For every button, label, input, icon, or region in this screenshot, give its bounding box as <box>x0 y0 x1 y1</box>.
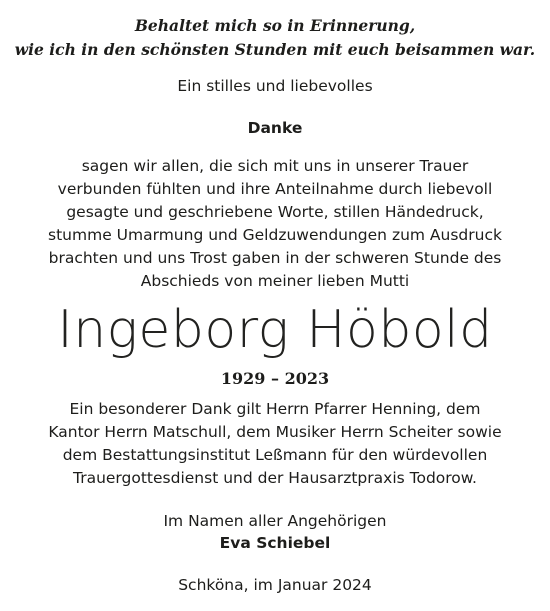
motto-line: Behaltet mich so in Erinnerung, <box>134 16 416 35</box>
motto-line: wie ich in den schönsten Stunden mit euch beisammen war. <box>14 40 536 59</box>
thanks-body-line: brachten und uns Trost gaben in der schweren Stunde des <box>48 249 502 267</box>
special-thanks <box>20 398 530 490</box>
on-behalf-text: Im Namen aller Angehörigen <box>163 512 387 530</box>
motto-quote <box>0 14 550 62</box>
thanks-body-line: sagen wir allen, die sich mit uns in unserer Trauer <box>81 157 469 175</box>
special-thanks-line: Trauergottesdienst und der Hausarztpraxis Todorow. <box>73 469 477 487</box>
thanks-heading: Danke <box>247 119 303 137</box>
special-thanks-line: Ein besonderer Dank gilt Herrn Pfarrer Henning, dem <box>69 400 481 418</box>
signer-name: Eva Schiebel <box>219 534 331 552</box>
special-thanks-line: dem Bestattungsinstitut Leßmann für den würdevollen <box>62 446 488 464</box>
place-date: Schköna, im Januar 2024 <box>178 576 372 594</box>
intro-text: Ein stilles und liebevolles <box>177 77 373 95</box>
thanks-body-line: stumme Umarmung und Geldzuwendungen zum Ausdruck <box>48 226 502 244</box>
life-years: 1929 – 2023 <box>220 369 330 388</box>
thanks-body-line: verbunden fühlten und ihre Anteilnahme durch liebevoll <box>57 180 493 198</box>
thanks-body <box>20 155 530 293</box>
thanks-body-line: Abschieds von meiner lieben Mutti <box>140 272 410 290</box>
signoff <box>0 510 550 554</box>
special-thanks-line: Kantor Herrn Matschull, dem Musiker Herrn Scheiter sowie <box>48 423 502 441</box>
thanks-body-line: gesagte und geschriebene Worte, stillen Händedruck, <box>66 203 484 221</box>
deceased-name: Ingeborg Höbold <box>57 300 493 360</box>
